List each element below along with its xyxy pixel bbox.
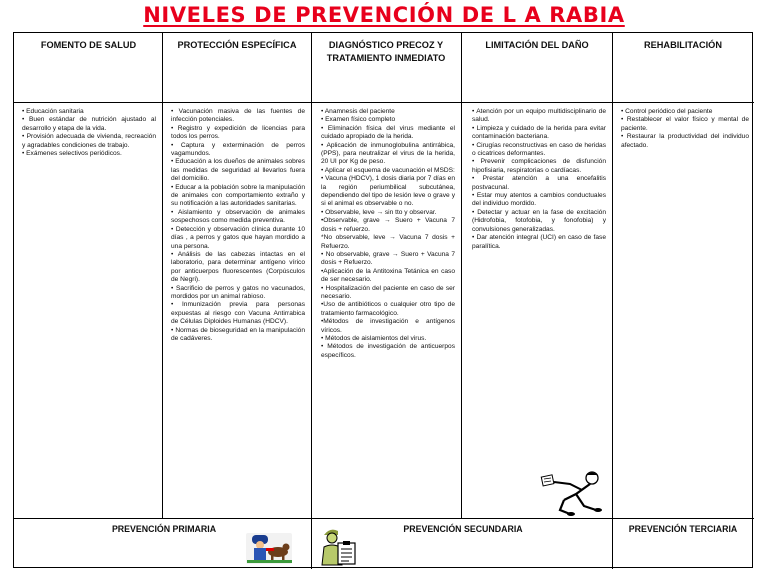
column-rehabilitacion — [621, 108, 749, 150]
list-item: • Cirugías reconstructivas en caso de heridas o cicatrices deformantes. — [472, 141, 606, 158]
list-item: • Detectar y actuar en la fase de excitación (Hidrofobia, fotofobia, y fonofobia) y convulsiones generalizadas. — [472, 208, 606, 233]
list-item: • Educar a la población sobre la manipulación de animales con comportamiento extraño y su notificación a las autoridades sanitarias. — [171, 183, 305, 208]
list-item: • Aplicar el esquema de vacunación el MSDS: — [321, 166, 455, 174]
list-item: • Registro y expedición de licencias para todos los perros. — [171, 124, 305, 141]
list-item: • Métodos de aislamientos del virus. — [321, 334, 427, 342]
column-limitacion — [472, 108, 606, 251]
header-proteccion: PROTECCIÓN ESPECÍFICA — [177, 40, 297, 50]
list-item: *No observable, leve → Vacuna 7 dosis + Refuerzo. — [321, 234, 455, 250]
list-item: • Anamnesis del paciente — [321, 108, 395, 115]
page-title: NIVELES DE PREVENCIÓN DE L A RABIA — [143, 3, 625, 27]
divider — [461, 33, 462, 518]
list-item: • Captura y exterminación de perros vagamundos. — [171, 141, 305, 158]
divider — [162, 33, 163, 518]
list-item: • Aplicación de inmunoglobulina antirrábica, (PPS), para neutralizar el virus de la herida, 20 UI por Kg de peso. — [321, 141, 455, 166]
list-item: • Detección y observación clínica durante 10 días , a perros y gatos que hayan mordido a una persona. — [171, 225, 305, 250]
header-fomento: FOMENTO DE SALUD — [40, 40, 137, 50]
divider — [14, 102, 754, 103]
list-item: • Provisión adecuada de vivienda, recreación y agradables condiciones de trabajo. — [22, 133, 156, 149]
running-person-icon — [540, 470, 606, 516]
list-item: • Educación a los dueños de animales sobres las medidas de seguridad al llevarlos fuera del domicilio. — [171, 158, 305, 183]
divider — [311, 33, 312, 569]
column-fomento — [22, 108, 156, 158]
footer-tertiary: PREVENCIÓN TERCIARIA — [628, 524, 738, 534]
divider — [612, 33, 613, 569]
list-item: • Inmunización previa para personas expuestas al riesgo con Vacuna Antirrabica de Células Diploides Humanas (HDCV). — [171, 301, 305, 326]
list-item: • Vacuna (HDCV), 1 dosis diaria por 7 días en la región periumbilical subcutánea, dependiendo del tipo de lesión leve o grave y si el animal es observable o no. — [321, 175, 455, 208]
footer-primary: PREVENCIÓN PRIMARIA — [111, 524, 217, 534]
header-limitacion: LIMITACIÓN DEL DAÑO — [485, 40, 589, 50]
list-item: • Atención por un equipo multidisciplinario de salud. — [472, 108, 606, 124]
list-item: • Buen estándar de nutrición ajustado al desarrollo y etapa de la vida. — [22, 116, 156, 132]
list-item: • Observable, leve → sin tto y observar. — [321, 208, 437, 216]
divider — [14, 518, 754, 519]
list-item: • Control periódico del paciente — [621, 108, 713, 115]
list-item: • Restablecer el valor físico y mental de paciente. — [621, 116, 749, 132]
doctor-clipboard-icon — [320, 525, 360, 567]
list-item: •Aplicación de la Antitoxina Tetánica en caso de ser necesario. — [321, 267, 455, 284]
list-item: • Prestar atención a una encefalitis postvacunal. — [472, 175, 606, 191]
header-diagnostico: DIAGNÓSTICO PRECOZ Y TRATAMIENTO INMEDIATO — [326, 40, 446, 63]
list-item: • Vacunación masiva de las fuentes de infección potenciales. — [171, 108, 305, 124]
list-item: • Métodos de investigación de anticuerpos específicos. — [321, 343, 455, 359]
column-diagnostico — [321, 108, 455, 360]
list-item: • Dar atención integral (UCI) en caso de fase paralítica. — [472, 234, 606, 250]
list-item: •Uso de antibióticos o cualquier otro tipo de tratamiento farmacológico. — [321, 301, 455, 317]
prevention-table — [13, 32, 753, 568]
list-item: • Análisis de las cabezas intactas en el laboratorio, para determinar antígeno vírico por anticuerpos fluorescentes (Corpúsculos de Negri). — [171, 250, 305, 284]
list-item: • Estar muy atentos a cambios conductuales del individuo mordido. — [472, 192, 606, 208]
list-item: •Métodos de investigación e antígenos víricos. — [321, 318, 455, 334]
list-item: • Sacrificio de perros y gatos no vacunados, mordidos por un animal rabioso. — [171, 284, 305, 300]
list-item: • Aislamiento y observación de animales sospechosos como medida preventiva. — [171, 208, 305, 225]
list-item: • Limpieza y cuidado de la herida para evitar contaminación bacteriana. — [472, 124, 606, 141]
header-rehabilitacion: REHABILITACIÓN — [644, 40, 722, 50]
list-item: • Restaurar la productividad del individuo afectado. — [621, 133, 749, 149]
list-item: • Exámenes selectivos periódicos. — [22, 150, 122, 158]
list-item: •Observable, grave → Suero + Vacuna 7 dosis + refuerzo. — [321, 217, 455, 233]
list-item: • No observable, grave → Suero + Vacuna 7 dosis + Refuerzo. — [321, 250, 455, 267]
list-item: • Educación sanitaria — [22, 108, 84, 115]
vet-dog-icon — [244, 530, 294, 566]
footer-secondary: PREVENCIÓN SECUNDARIA — [403, 524, 523, 534]
list-item: • Normas de bioseguridad en la manipulación de cadáveres. — [171, 326, 305, 342]
list-item: • Prevenir complicaciones de disfunción hipofisiaria, respiratorias o cardíacas. — [472, 158, 606, 174]
column-proteccion — [171, 108, 305, 343]
list-item: • Examen físico completo — [321, 116, 396, 124]
list-item: • Eliminación física del virus mediante el cuidado apropiado de la herida. — [321, 124, 455, 141]
list-item: • Hospitalización del paciente en caso de ser necesario. — [321, 284, 455, 300]
